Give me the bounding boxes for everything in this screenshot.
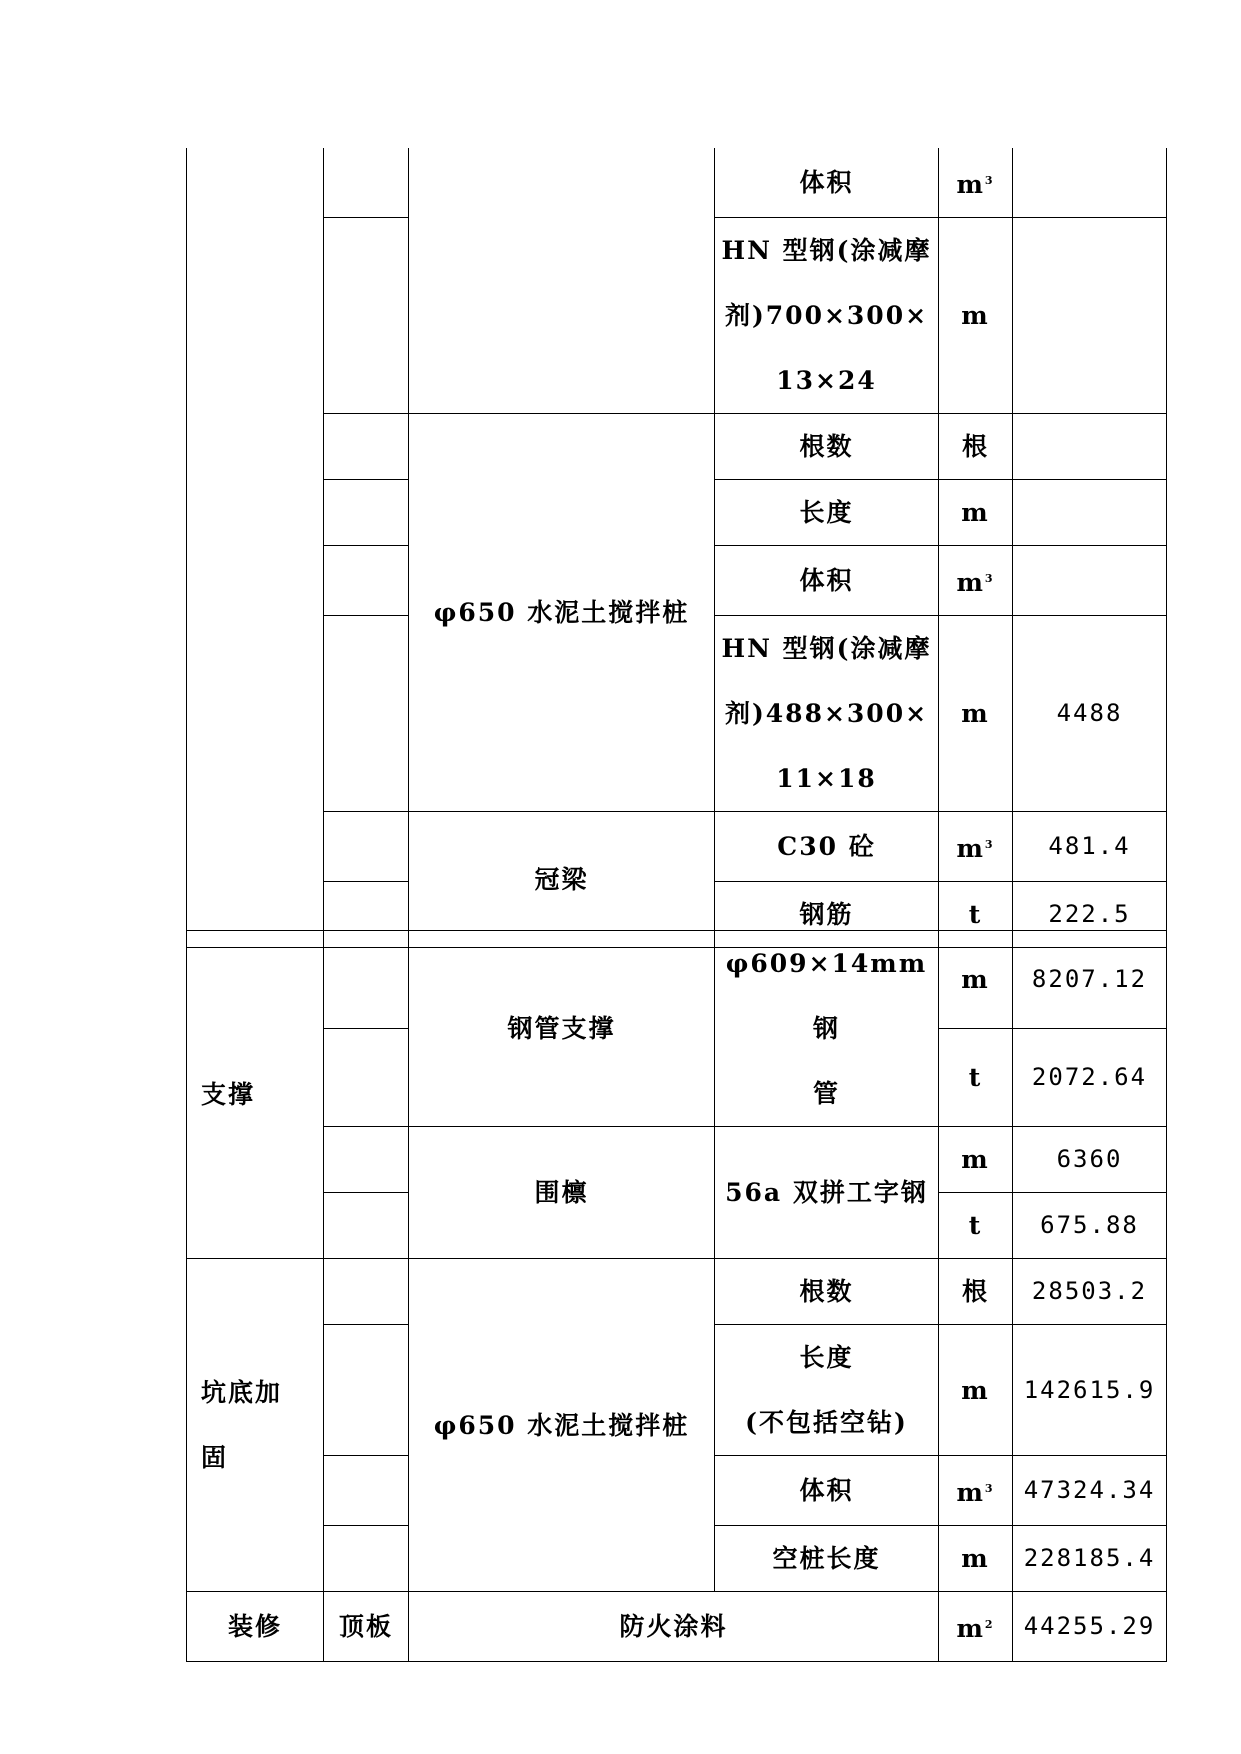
code-cell bbox=[324, 1456, 409, 1526]
pile-label-cell: φ650 水泥土搅拌桩 bbox=[409, 414, 715, 812]
item-cell: 根数 bbox=[715, 1259, 939, 1325]
quantity-cell bbox=[1013, 148, 1167, 218]
code-cell bbox=[324, 1325, 409, 1456]
pile-label-cell: φ650 水泥土搅拌桩 bbox=[409, 1259, 715, 1592]
quantity-cell: 47324.34 bbox=[1013, 1456, 1167, 1526]
item-cell: 体积 bbox=[715, 546, 939, 616]
category-finishing: 装修 bbox=[187, 1592, 324, 1662]
crown-beam-label: 冠梁 bbox=[409, 812, 715, 948]
table-row bbox=[187, 931, 1167, 1029]
item-cell: 长度 (不包括空钻) bbox=[715, 1325, 939, 1456]
quantity-cell: 8207.12 bbox=[1013, 931, 1167, 1029]
quantity-cell: 4488 bbox=[1013, 616, 1167, 812]
code-cell bbox=[324, 1029, 409, 1127]
table-row bbox=[187, 1592, 1167, 1662]
item-cell: 根数 bbox=[715, 414, 939, 480]
item-cell: 防火涂料 bbox=[409, 1592, 939, 1662]
code-cell bbox=[324, 812, 409, 882]
purlin-label: 围檩 bbox=[409, 1127, 715, 1259]
code-cell bbox=[324, 480, 409, 546]
code-cell bbox=[324, 1526, 409, 1592]
table-row bbox=[187, 812, 1167, 882]
quantity-cell: 228185.4 bbox=[1013, 1526, 1167, 1592]
quantity-cell bbox=[1013, 218, 1167, 414]
item-cell: C30 砼 bbox=[715, 812, 939, 882]
unit-cell: 根 bbox=[939, 1259, 1013, 1325]
code-cell bbox=[324, 616, 409, 812]
quantity-cell: 142615.9 bbox=[1013, 1325, 1167, 1456]
unit-cell: m bbox=[939, 480, 1013, 546]
item-cell: 空桩长度 bbox=[715, 1526, 939, 1592]
code-cell bbox=[324, 1259, 409, 1325]
item-cell: HN 型钢(涂减摩 剂)488×300× 11×18 bbox=[715, 616, 939, 812]
item-cell: 钢筋 bbox=[715, 882, 939, 948]
unit-cell: 根 bbox=[939, 414, 1013, 480]
name-cell-empty bbox=[409, 148, 715, 414]
quantity-cell bbox=[1013, 546, 1167, 616]
code-cell bbox=[324, 414, 409, 480]
table-row bbox=[187, 1259, 1167, 1325]
quantity-cell bbox=[1013, 414, 1167, 480]
quantity-cell: 222.5 bbox=[1013, 882, 1167, 948]
unit-cell: $m^3$ bbox=[939, 1456, 1013, 1526]
pipe-spec-cell: φ609×14mm 钢 管 bbox=[715, 931, 939, 1127]
quantity-cell: 6360 bbox=[1013, 1127, 1167, 1193]
unit-cell: m bbox=[939, 218, 1013, 414]
unit-cell: t bbox=[939, 1029, 1013, 1127]
table-row bbox=[187, 1127, 1167, 1193]
unit-cell: $m^3$ bbox=[939, 148, 1013, 218]
quantity-cell bbox=[1013, 480, 1167, 546]
item-cell: HN 型钢(涂减摩 剂)700×300× 13×24 bbox=[715, 218, 939, 414]
unit-cell: $m^2$ bbox=[939, 1592, 1013, 1662]
unit-cell: m bbox=[939, 931, 1013, 1029]
code-cell bbox=[324, 1127, 409, 1193]
code-cell bbox=[324, 931, 409, 1029]
unit-cell: t bbox=[939, 1193, 1013, 1259]
unit-cell: $m^3$ bbox=[939, 812, 1013, 882]
unit-cell: $m^3$ bbox=[939, 546, 1013, 616]
table-row bbox=[187, 414, 1167, 480]
quantity-cell: 675.88 bbox=[1013, 1193, 1167, 1259]
pipe-support-label: 钢管支撑 bbox=[409, 931, 715, 1127]
unit-cell: m bbox=[939, 616, 1013, 812]
unit-cell: m bbox=[939, 1325, 1013, 1456]
quantity-cell: 44255.29 bbox=[1013, 1592, 1167, 1662]
code-cell bbox=[324, 1193, 409, 1259]
code-cell bbox=[324, 218, 409, 414]
item-cell: 长度 bbox=[715, 480, 939, 546]
table-row bbox=[187, 148, 1167, 218]
category-pit-reinforcement: 坑底加 固 bbox=[187, 1259, 324, 1592]
unit-cell: t bbox=[939, 882, 1013, 948]
quantity-cell: 2072.64 bbox=[1013, 1029, 1167, 1127]
quantity-cell: 28503.2 bbox=[1013, 1259, 1167, 1325]
code-cell bbox=[324, 148, 409, 218]
part-cell: 顶板 bbox=[324, 1592, 409, 1662]
item-cell: 体积 bbox=[715, 148, 939, 218]
category-cell-empty bbox=[187, 148, 324, 948]
unit-cell: m bbox=[939, 1526, 1013, 1592]
code-cell bbox=[324, 546, 409, 616]
quantity-table bbox=[186, 148, 1167, 948]
category-support: 支撑 bbox=[187, 931, 324, 1259]
quantity-table-continued bbox=[186, 930, 1167, 1662]
unit-cell: m bbox=[939, 1127, 1013, 1193]
item-cell: 体积 bbox=[715, 1456, 939, 1526]
purlin-spec-cell: 56a 双拼工字钢 bbox=[715, 1127, 939, 1259]
quantity-cell: 481.4 bbox=[1013, 812, 1167, 882]
